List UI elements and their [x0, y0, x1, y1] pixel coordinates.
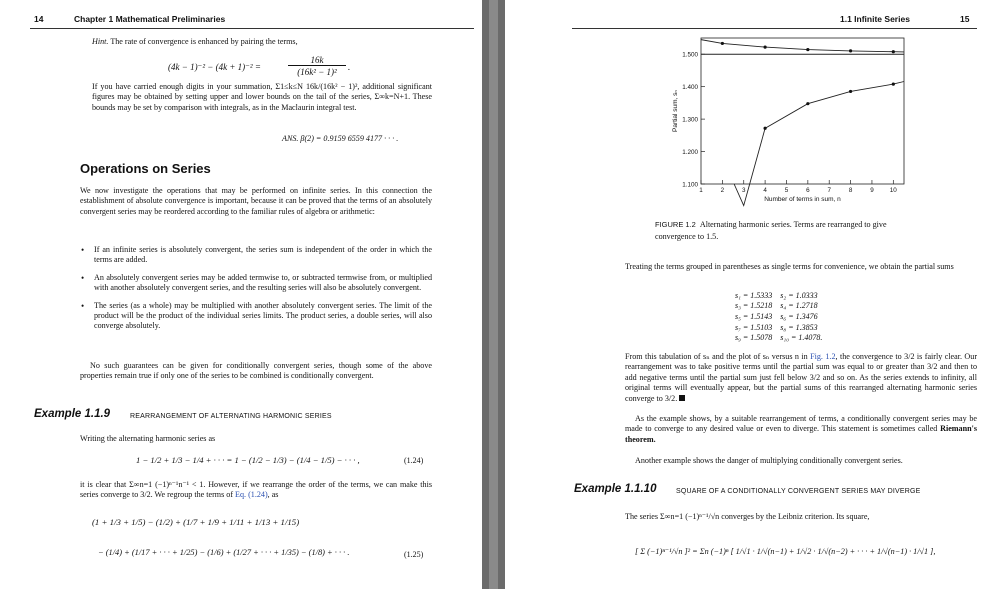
header-rule: [30, 28, 474, 29]
example-title: SQUARE OF A CONDITIONALLY CONVERGENT SERIES MAY DIVERGE: [676, 488, 921, 495]
treating-paragraph: Treating the terms grouped in parentheses as single terms for convenience, we obtain the partial sums: [625, 262, 954, 271]
x-tick-label: 3: [741, 187, 746, 194]
figure-link[interactable]: Fig. 1.2: [810, 352, 836, 361]
running-head: 1.1 Infinite Series: [840, 14, 910, 24]
series-paragraph: [625, 512, 977, 522]
table-cell: s₅ = 1.5143: [735, 311, 773, 321]
x-tick-label: 1: [699, 187, 703, 194]
y-tick-label: 1.400: [682, 84, 698, 92]
x-tick-label: 8: [848, 187, 853, 194]
data-point: [764, 127, 767, 130]
data-point: [806, 102, 809, 105]
figure-label: FIGURE 1.2: [655, 220, 696, 229]
figure-caption-text: Alternating harmonic series. Terms are rearranged to give convergence to 1.5.: [655, 220, 887, 241]
data-point: [721, 42, 724, 45]
section-title: Operations on Series: [80, 161, 211, 176]
answer-line: ANS. β(2) = 0.9159 6559 4177 · · · .: [282, 134, 399, 143]
data-point: [892, 83, 895, 86]
table-row: [735, 311, 830, 322]
y-tick-label: 1.200: [682, 149, 698, 157]
hint-equation: [168, 56, 388, 80]
series-line: [701, 40, 904, 52]
hint-eq-lhs: (4k − 1)⁻² − (4k + 1)⁻² =: [168, 62, 261, 72]
hint-eq-num: 16k: [288, 55, 346, 66]
table-cell: s₂ = 1.0333: [780, 290, 818, 300]
table-cell: s₁ = 1.5333: [735, 290, 773, 300]
section-intro: We now investigate the operations that may be performed on infinite series. In this connection the establishment of absolute convergence is important, because it can be proved that the terms of an absolutely convergent series may be reordered according to the familiar rules of algebra or arithmetic:: [80, 186, 432, 216]
x-axis-label: Number of terms in sum, n: [764, 196, 841, 203]
equation-1-25-line1: (1 + 1/3 + 1/5) − (1/2) + (1/7 + 1/9 + 1/11 + 1/13 + 1/15): [92, 517, 300, 527]
y-tick-label: 1.500: [682, 51, 698, 59]
x-tick-label: 4: [763, 187, 767, 194]
data-point: [806, 48, 809, 51]
page-gutter: [482, 0, 505, 589]
x-tick-label: 7: [827, 187, 831, 194]
end-of-proof-square: [679, 395, 685, 401]
table-cell: s₆ = 1.3476: [780, 311, 818, 321]
equation-1-24: 1 − 1/2 + 1/3 − 1/4 + · · · = 1 − (1/2 − 1/3) − (1/4 − 1/5) − · · · ,: [136, 455, 360, 465]
data-point: [849, 90, 852, 93]
table-row: [735, 290, 830, 301]
gutter-shadow: [489, 0, 498, 589]
table-row: [735, 332, 830, 343]
list-item: • An absolutely convergent series may be added termwise to, or subtracted termwise from, or multiplied with another absolutely convergent series, and the resulting series will also be absolutely convergent.: [80, 273, 432, 294]
equation-link[interactable]: Eq. (1.24): [235, 490, 268, 500]
page-number: 15: [960, 14, 970, 24]
y-tick-label: 1.100: [682, 181, 698, 189]
table-cell: s₉ = 1.5078: [735, 333, 773, 343]
figure-caption: [655, 218, 925, 242]
riemann-text: As the example shows, by a suitable rearrangement of terms, a conditionally convergent series may be made to converge to any desired value or even to diverge. This statement is sometimes called: [625, 414, 977, 434]
y-axis-label: Partial sum, sₙ: [672, 90, 679, 132]
hint-eq-tail: .: [348, 62, 351, 72]
table-cell: s₁₀ = 1.4078.: [780, 333, 823, 343]
x-tick-label: 2: [720, 187, 725, 194]
table-cell: s₈ = 1.3853: [780, 322, 818, 332]
partial-sums-table: [735, 290, 830, 343]
rearrangement-paragraph: [80, 480, 432, 501]
y-tick-label: 1.300: [682, 116, 698, 124]
equation-number-1-24: (1.24): [404, 456, 424, 465]
plot-frame: [701, 38, 904, 184]
series-text-a: The series Σ∞n=1 (−1)ⁿ⁻¹/√n: [625, 512, 720, 521]
tabulation-text-b: , the convergence to 3/2 is fairly clear. Our rearrangement was to take positive terms until the partial sum was equal to or greater than 3/2 and then to add negative terms until the partial sum just fell below 3/2 and so on. As the series extends to infinity, all original terms will eventually appear, but the partial sums of this rearranged alternating harmonic series converge to 3/2.: [625, 352, 978, 403]
table-cell: s₄ = 1.2718: [780, 301, 818, 311]
series-line: [734, 82, 904, 206]
conditional-paragraph: No such guarantees can be given for conditionally convergent series, though some of the above properties remain true if only one of the series to be combined is conditionally convergent.: [80, 361, 432, 381]
hint-eq-den: (16k² − 1)²: [297, 67, 337, 77]
riemann-theorem: Riemann's theorem.: [625, 424, 977, 444]
rearrangement-text-a: it is clear that Σ∞n=1 (−1)ⁿ⁻¹n⁻¹ < 1. However, if we rearrange the order of the terms, we can make this series converge to 3/2. We regroup the terms of: [80, 480, 432, 500]
data-point: [764, 46, 767, 49]
equation-number-1-25: (1.25): [404, 550, 424, 559]
partial-sum-chart: [665, 30, 910, 215]
table-cell: s₃ = 1.5218: [735, 301, 773, 311]
right-page: [505, 0, 1000, 589]
hint-paragraph: If you have carried enough digits in your summation, Σ1≤k≤N 16k/(16k² − 1)², additional significant figures may be obtained by setting upper and lower bounds on the tail of the series, Σ∞k=N+1. These bounds may be set by comparison with integrals, as in the Maclaurin integral test.: [92, 82, 432, 112]
example-label: Example 1.1.10: [574, 483, 657, 495]
x-tick-label: 9: [870, 187, 874, 194]
page-number: 14: [34, 14, 44, 24]
riemann-paragraph: [625, 414, 977, 445]
table-row: [735, 322, 830, 333]
series-text-b: converges by the Leibniz criterion. Its square,: [721, 512, 870, 521]
running-head: Chapter 1 Mathematical Preliminaries: [74, 14, 226, 24]
table-cell: s₇ = 1.5103: [735, 322, 773, 332]
hint-text: The rate of convergence is enhanced by pairing the terms,: [110, 37, 298, 46]
tabulation-paragraph: [625, 352, 977, 404]
list-item: • The series (as a whole) may be multiplied with another absolutely convergent series. The limit of the product will be the product of the individual series limits. The product series, a double series, will also converge absolutely.: [80, 301, 432, 332]
data-point: [892, 50, 895, 53]
square-equation: [ Σ (−1)ⁿ⁻¹/√n ]² = Σn (−1)ⁿ [ 1/√1 · 1/√(n−1) + 1/√2 · 1/√(n−2) + · · · + 1/√(n−1) · 1/√1 ],: [635, 547, 936, 556]
x-tick-label: 10: [889, 187, 897, 194]
hint-label: Hint.: [92, 37, 109, 46]
tabulation-text-a: From this tabulation of sₙ and the plot of sₙ versus n in: [625, 352, 808, 361]
left-page: [0, 0, 482, 589]
danger-paragraph: Another example shows the danger of multiplying conditionally convergent series.: [635, 456, 903, 465]
example-intro: Writing the alternating harmonic series as: [80, 434, 216, 443]
example-label: Example 1.1.9: [34, 408, 111, 420]
rearrangement-text-b: , as: [267, 490, 279, 500]
data-point: [849, 49, 852, 52]
property-list: [80, 245, 432, 339]
list-item: • If an infinite series is absolutely convergent, the series sum is independent of the order in which the terms are added.: [80, 245, 432, 266]
example-title: REARRANGEMENT OF ALTERNATING HARMONIC SERIES: [130, 413, 332, 420]
x-tick-label: 5: [784, 187, 789, 194]
x-tick-label: 6: [806, 187, 810, 194]
equation-1-25-line2: − (1/4) + (1/17 + · · · + 1/25) − (1/6) + (1/27 + · · · + 1/35) − (1/8) + · · · .: [98, 548, 350, 557]
table-row: [735, 301, 830, 312]
header-rule: [572, 28, 977, 29]
hint-line: [92, 37, 432, 47]
